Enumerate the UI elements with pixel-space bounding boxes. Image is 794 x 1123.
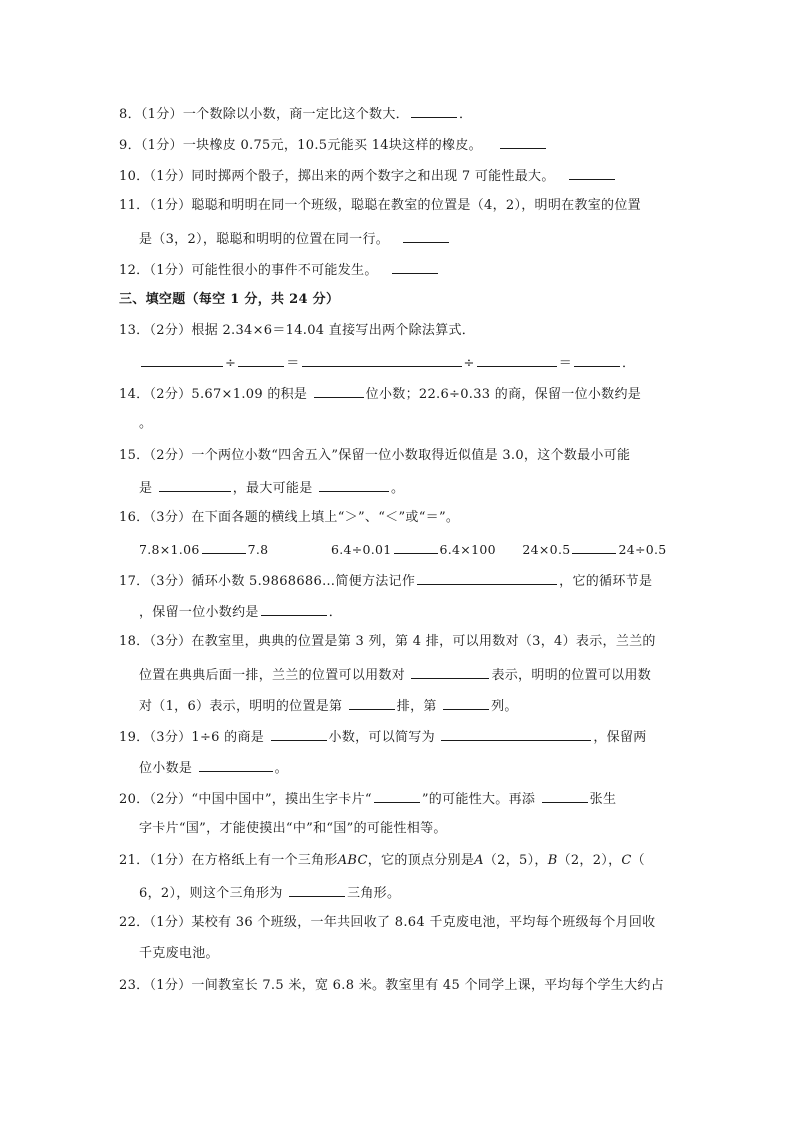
answer-blank[interactable] xyxy=(392,259,438,274)
answer-blank[interactable] xyxy=(443,695,489,710)
question-23-line-1: 23．（1分）一间教室长 7.5 米，宽 6.8 米。教室里有 45 个同学上课，平均每个学生大约占 xyxy=(119,978,664,993)
question-21-line-2: 6，2），则这个三角形为 三角形。 xyxy=(139,882,400,904)
question-11-line-1: 11．（1分）聪聪和明明在同一个班级，聪聪在教室的位置是（4，2），明明在教室的位置 xyxy=(119,198,641,213)
question-12 xyxy=(119,259,440,281)
answer-blank[interactable] xyxy=(159,477,231,492)
question-9 xyxy=(119,134,548,156)
question-21-line-1: 21．（1分）在方格纸上有一个三角形ABC，它的顶点分别是A（2，5），B（2，2），C（ xyxy=(119,853,645,868)
question-17-line-1: 17．（3分）循环小数 5.9868686…简便方法记作 ，它的循环节是 xyxy=(119,570,652,592)
question-16-line-1: 16．（3分）在下面各题的横线上填上“＞”、“＜”或“＝”。 xyxy=(119,510,460,525)
question-8: 8．（1分）一个数除以小数，商一定比这个数大． ． xyxy=(119,103,472,125)
question-13-line-2: ÷ ＝ ÷ ＝ ． xyxy=(139,352,635,374)
question-18-line-1: 18．（3分）在教室里，典典的位置是第 3 列，第 4 排，可以用数对（3，4）表示，兰兰的 xyxy=(119,634,656,649)
answer-blank[interactable] xyxy=(477,352,557,367)
question-16-line-2: 7.8×1.06 7.8 6.4÷0.01 6.4×100 24×0.5 24÷0.5 xyxy=(139,539,667,560)
answer-blank[interactable] xyxy=(574,352,620,367)
answer-blank[interactable] xyxy=(289,882,345,897)
question-22-line-2: 千克废电池。 xyxy=(139,946,219,961)
section-heading: 三、填空题（每空 1 分，共 24 分） xyxy=(119,292,340,307)
question-text: 9．（1分）一块橡皮 0.75元，10.5元能买 14块这样的橡皮。 xyxy=(119,138,482,153)
answer-blank[interactable] xyxy=(394,539,438,554)
question-text: 8．（1分）一个数除以小数，商一定比这个数大． xyxy=(119,107,409,122)
answer-blank[interactable] xyxy=(202,539,246,554)
question-14-line-2: 。 xyxy=(139,416,153,431)
question-18-line-2: 位置在典典后面一排，兰兰的位置可以用数对 表示，明明的位置可以用数 xyxy=(139,664,651,686)
question-15-line-1: 15．（2分）一个两位小数“四舍五入”保留一位小数取得近似值是 3.0，这个数最小可能 xyxy=(119,448,631,463)
answer-blank[interactable] xyxy=(349,695,395,710)
answer-blank[interactable] xyxy=(542,788,588,803)
answer-blank[interactable] xyxy=(302,352,462,367)
answer-blank[interactable] xyxy=(417,570,557,585)
answer-blank[interactable] xyxy=(441,726,591,741)
question-10 xyxy=(119,165,617,187)
answer-blank[interactable] xyxy=(500,134,546,149)
answer-blank[interactable] xyxy=(141,352,223,367)
answer-blank[interactable] xyxy=(403,228,449,243)
answer-blank[interactable] xyxy=(199,757,273,772)
question-13-line-1: 13．（2分）根据 2.34×6＝14.04 直接写出两个除法算式． xyxy=(119,323,476,338)
question-17-line-2: ，保留一位小数约是 ． xyxy=(139,601,342,623)
answer-blank[interactable] xyxy=(572,539,616,554)
answer-blank[interactable] xyxy=(569,165,615,180)
question-text: 10．（1分）同时掷两个骰子，掷出来的两个数字之和出现 7 可能性最大。 xyxy=(119,169,555,184)
question-20-line-2: 字卡片“国”，才能使摸出“中”和“国”的可能性相等。 xyxy=(139,821,447,836)
question-19-line-1: 19．（3分）1÷6 的商是 小数，可以简写为 ，保留两 xyxy=(119,726,647,748)
question-22-line-1: 22．（1分）某校有 36 个班级，一年共回收了 8.64 千克废电池，平均每个班级每个月回收 xyxy=(119,915,656,930)
answer-blank[interactable] xyxy=(238,352,284,367)
answer-blank[interactable] xyxy=(374,788,420,803)
question-20-line-1: 20．（2分）“中国中国中”，摸出生字卡片“ ”的可能性大。再添 张生 xyxy=(119,788,616,810)
question-text: 12．（1分）可能性很小的事件不可能发生。 xyxy=(119,263,378,278)
answer-blank[interactable] xyxy=(314,383,364,398)
question-19-line-2: 位小数是 。 xyxy=(139,757,288,779)
answer-blank[interactable] xyxy=(261,601,327,616)
question-11-line-2: 是（3，2），聪聪和明明的位置在同一行。 xyxy=(139,228,451,250)
answer-blank[interactable] xyxy=(271,726,327,741)
answer-blank[interactable] xyxy=(411,664,489,679)
question-14-line-1: 14．（2分）5.67×1.09 的积是 位小数；22.6÷0.33 的商，保留一位小数约是 xyxy=(119,383,641,405)
answer-blank[interactable] xyxy=(319,477,389,492)
question-15-line-2: 是 ，最大可能是 。 xyxy=(139,477,404,499)
answer-blank[interactable] xyxy=(411,103,457,118)
question-18-line-3: 对（1，6）表示，明明的位置是第 排，第 列。 xyxy=(139,695,518,717)
